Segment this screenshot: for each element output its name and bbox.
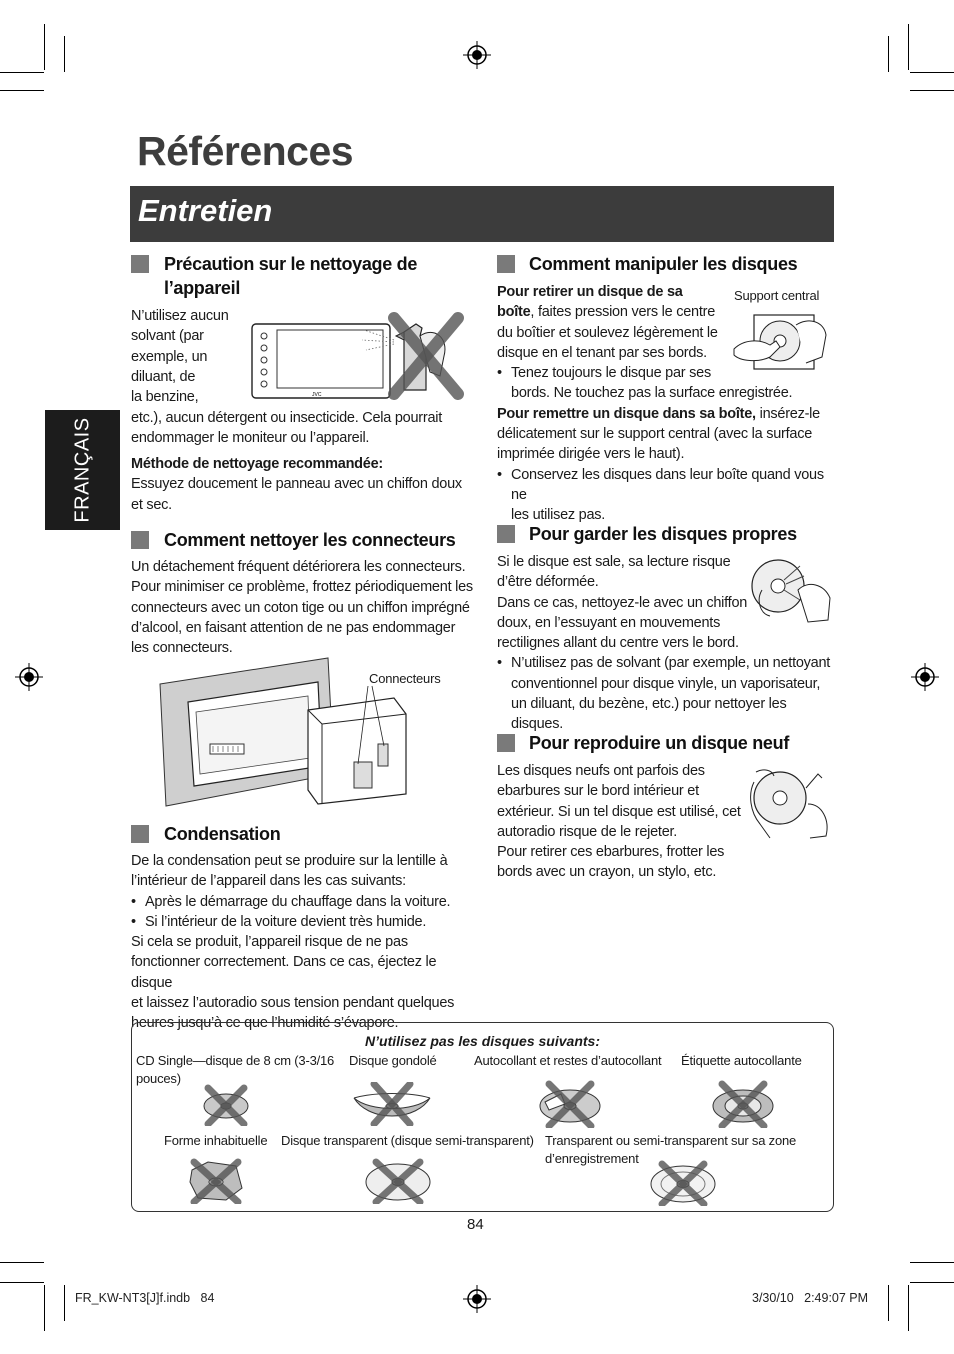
heading-line: Précaution sur le nettoyage de <box>164 254 418 274</box>
section-heading-cleaning <box>164 252 417 300</box>
text-line: la benzine, <box>131 389 199 406</box>
warped-disc-crossed-icon <box>350 1082 434 1126</box>
text-line: diluant, de <box>131 368 196 385</box>
bullet-item: • Si l’intérieur de la voiture devient très humide. <box>131 912 476 932</box>
new-disc-text <box>497 761 837 883</box>
text-line: autoradio risque de le rejeter. <box>497 823 678 840</box>
text-line: disque en el tenant par ses bords. <box>497 344 707 361</box>
text-line: rectilignes allant du centre vers le bord. <box>497 635 739 652</box>
text-line: • Conservez les disques dans leur boîte quand vous ne <box>511 466 824 503</box>
crop-mark <box>0 90 44 91</box>
text-line: Si le disque est sale, sa lecture risque <box>497 554 731 570</box>
section-marker <box>497 525 515 543</box>
crop-mark <box>0 72 44 73</box>
text-line: Pour minimiser ce problème, frottez périodiquement les <box>131 579 473 596</box>
bullet-item: • Après le démarrage du chauffage dans la voiture. <box>131 892 476 912</box>
section-marker <box>497 255 515 273</box>
text-line: solvant (par <box>131 328 204 345</box>
text-line: Essuyez doucement le panneau avec un chiffon doux <box>131 476 462 493</box>
text-line: bords avec un crayon, un stylo, etc. <box>497 864 717 881</box>
section-banner-title: Entretien <box>138 193 273 228</box>
section-heading-clean-discs: Pour garder les disques propres <box>529 524 797 544</box>
unsupported-discs-title: N’utilisez pas les disques suivants: <box>365 1033 600 1049</box>
sticker-disc-crossed-icon <box>535 1080 605 1128</box>
semi-transparent-disc-crossed-icon <box>646 1160 720 1206</box>
footer-filename: FR_KW-NT3[J]f.indb 84 <box>75 1291 215 1305</box>
text-span: insérez-le <box>755 405 820 422</box>
text-line: De la condensation peut se produire sur la lentille à <box>131 853 448 869</box>
text-line: • N’utilisez pas de solvant (par exemple, un nettoyant <box>511 655 831 672</box>
text-span: , faites pression vers le centre <box>530 304 716 321</box>
text-line: connecteurs avec un coton tige ou un chiffon imprégné <box>131 599 470 616</box>
text-line: Si cela se produit, l’appareil risque de ne pas <box>131 934 408 951</box>
crop-mark <box>0 1262 44 1263</box>
section-marker <box>131 825 149 843</box>
text-line: et laissez l’autoradio sous tension pendant quelques <box>131 995 455 1012</box>
registration-mark-icon <box>463 1285 491 1313</box>
text-line: d’alcool, en faisant attention de ne pas endommager <box>131 619 456 636</box>
text-line: Pour retirer un disque de sa <box>497 284 683 300</box>
text-line: délicatement sur le support central (avec la surface <box>497 426 813 443</box>
section-marker <box>131 255 149 273</box>
bold-span: boîte <box>497 304 531 321</box>
page-title: Références <box>137 128 354 174</box>
center-holder-callout: Support central <box>734 288 820 303</box>
text-line: l’intérieur de l’appareil dans les cas suivants: <box>131 873 406 890</box>
text-line: un diluant, du bezène, etc.) pour nettoyer les disques. <box>511 696 787 733</box>
text-line: les utilisez pas. <box>511 507 606 524</box>
text-line: endommager le moniteur ou l’appareil. <box>131 430 370 447</box>
language-tab-label: FRANÇAIS <box>71 417 93 523</box>
registration-mark-icon <box>911 663 939 691</box>
text-line: N’utilisez aucun <box>131 308 229 324</box>
text-line: fonctionner correctement. Dans ce cas, éjectez le disque <box>131 954 437 991</box>
cleaning-wrap-text <box>131 306 241 407</box>
text-line: et sec. <box>131 496 172 513</box>
registration-mark-icon <box>463 41 491 69</box>
footer-datetime: 3/30/10 2:49:07 PM <box>752 1291 869 1305</box>
bullet-item <box>497 363 837 404</box>
monitor-spray-illustration <box>244 306 468 401</box>
crop-mark <box>910 1282 954 1283</box>
text-line: Dans ce cas, nettoyez-le avec un chiffon <box>497 594 748 611</box>
text-line: doux, en l’essuyant en mouvements <box>497 614 721 631</box>
text-line <box>497 302 837 322</box>
method-label: Méthode de nettoyage recommandée: <box>131 456 383 472</box>
cleaning-method <box>131 454 471 515</box>
section-heading-connectors: Comment nettoyer les connecteurs <box>164 530 456 550</box>
odd-shape-disc-crossed-icon <box>186 1158 246 1204</box>
text-line: du boîtier et soulevez légèrement le <box>497 324 718 341</box>
section-heading-condensation: Condensation <box>164 824 281 844</box>
disc-label: Étiquette autocollante <box>681 1053 802 1068</box>
crop-mark <box>64 36 65 72</box>
text-line: conventionnel pour disque vinyle, un vaporisateur, <box>511 675 821 692</box>
bullet-item <box>497 465 837 526</box>
condensation-text <box>131 851 476 1034</box>
disc-label: Autocollant et restes d’autocollant <box>474 1053 662 1068</box>
crop-mark <box>0 1282 44 1283</box>
bold-span: Pour remettre un disque dans sa boîte, <box>497 405 756 422</box>
text-line: extérieur. Si un tel disque est utilisé, cet <box>497 803 741 820</box>
crop-mark <box>910 90 954 91</box>
label-disc-crossed-icon <box>708 1080 778 1128</box>
clean-discs-text <box>497 552 837 735</box>
small-cd-crossed-icon <box>200 1084 252 1126</box>
language-tab <box>45 410 120 530</box>
crop-mark <box>44 24 45 70</box>
crop-mark <box>910 1262 954 1263</box>
connectors-callout: Connecteurs <box>369 671 441 686</box>
crop-mark <box>44 1285 45 1331</box>
crop-mark <box>910 72 954 73</box>
text-line: Les disques neufs ont parfois des <box>497 763 705 779</box>
text-line: exemple, un <box>131 348 208 365</box>
section-marker <box>131 531 149 549</box>
text-line: Pour retirer ces ebarbures, frotter les <box>497 844 725 861</box>
crop-mark <box>908 24 909 70</box>
connectors-text <box>131 557 476 658</box>
page-number: 84 <box>467 1216 484 1233</box>
crop-mark <box>908 1285 909 1331</box>
transparent-disc-crossed-icon <box>358 1158 438 1204</box>
text-line: bords. Ne touchez pas la surface enregistrée. <box>511 385 793 402</box>
section-heading-new-disc: Pour reproduire un disque neuf <box>529 733 790 753</box>
disc-label: CD Single—disque de 8 cm (3-3/16 pouces) <box>136 1053 335 1086</box>
bullet-item <box>497 653 837 734</box>
text-line: les connecteurs. <box>131 640 233 657</box>
crop-mark <box>888 36 889 72</box>
text-line: d’être déformée. <box>497 574 599 591</box>
text-line: Un détachement fréquent détériorera les connecteurs. <box>131 559 466 575</box>
registration-mark-icon <box>15 663 43 691</box>
text-line: • Tenez toujours le disque par ses <box>511 365 711 382</box>
section-heading-handling: Comment manipuler les disques <box>529 254 798 274</box>
text-line <box>497 404 837 424</box>
cleaning-full-text <box>131 408 471 449</box>
text-line: etc.), aucun détergent ou insecticide. Cela pourrait <box>131 410 443 426</box>
disc-label: Disque transparent (disque semi-transparent) <box>281 1133 534 1148</box>
section-marker <box>497 734 515 752</box>
svg-text:JVC: JVC <box>312 392 322 398</box>
disc-label: Disque gondolé <box>349 1053 437 1068</box>
crop-mark <box>64 1285 65 1321</box>
crop-mark <box>888 1285 889 1321</box>
disc-label: Transparent ou semi-transparent sur sa zone d’enregistrement <box>545 1133 797 1166</box>
text-line: imprimée dirigée vers le haut). <box>497 446 685 463</box>
heading-line: l’appareil <box>164 278 241 298</box>
disc-label: Forme inhabituelle <box>164 1133 268 1148</box>
handling-text <box>497 282 837 526</box>
text-line: heures jusqu’à ce que l’humidité s’évapore. <box>131 1015 399 1032</box>
section-banner <box>130 186 834 242</box>
text-line: ebarbures sur le bord intérieur et <box>497 783 699 800</box>
